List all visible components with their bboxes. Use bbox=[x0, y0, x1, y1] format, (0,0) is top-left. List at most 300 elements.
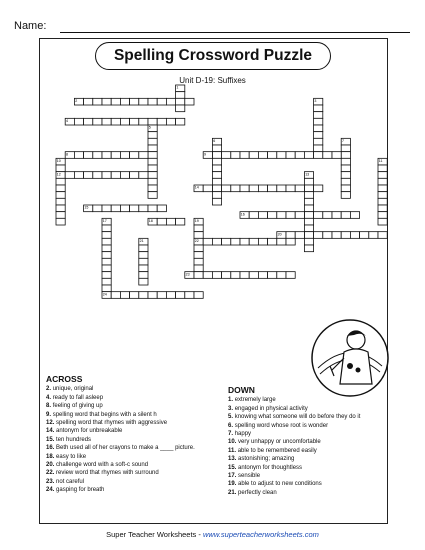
grid-cell[interactable] bbox=[139, 205, 148, 212]
cell-number: 13 bbox=[305, 172, 310, 177]
grid-cell[interactable] bbox=[148, 178, 157, 185]
grid-cell[interactable] bbox=[130, 292, 139, 299]
grid-cell[interactable] bbox=[249, 212, 258, 219]
grid-cell[interactable] bbox=[341, 158, 350, 165]
clue-text: unique, original bbox=[52, 386, 94, 393]
cell-number: 22 bbox=[194, 238, 199, 243]
clue-text: spelling word that begins with a silent h bbox=[52, 411, 157, 418]
grid-cell[interactable] bbox=[176, 92, 185, 99]
grid-cell[interactable] bbox=[157, 118, 166, 125]
across-clue bbox=[46, 453, 236, 461]
grid-cell[interactable] bbox=[341, 185, 350, 192]
grid-cell[interactable] bbox=[102, 265, 111, 272]
clue-number: 17. bbox=[228, 473, 237, 480]
grid-cell[interactable] bbox=[139, 118, 148, 125]
grid-cell[interactable] bbox=[304, 245, 313, 252]
grid-cell[interactable] bbox=[176, 292, 185, 299]
grid-cell[interactable] bbox=[378, 212, 387, 219]
clue-text: extremely large bbox=[234, 397, 276, 404]
grid-cell[interactable] bbox=[258, 152, 267, 159]
grid-cell[interactable] bbox=[341, 232, 350, 239]
grid-cell[interactable] bbox=[194, 258, 203, 265]
grid-cell[interactable] bbox=[332, 232, 341, 239]
unit-subtitle: Unit D-19: Suffixes bbox=[179, 76, 246, 85]
grid-cell[interactable] bbox=[378, 218, 387, 225]
grid-cell[interactable] bbox=[166, 218, 175, 225]
grid-cell[interactable] bbox=[314, 118, 323, 125]
grid-cell[interactable] bbox=[314, 132, 323, 139]
clue-text: not careful bbox=[56, 478, 85, 485]
grid-cell[interactable] bbox=[148, 192, 157, 199]
grid-cell[interactable] bbox=[120, 152, 129, 159]
clue-text: ready to fall asleep bbox=[52, 394, 104, 401]
grid-cell[interactable] bbox=[157, 98, 166, 105]
grid-cell[interactable] bbox=[120, 205, 129, 212]
grid-cell[interactable] bbox=[56, 218, 65, 225]
grid-cell[interactable] bbox=[314, 145, 323, 152]
down-clue bbox=[228, 396, 423, 404]
grid-cell[interactable] bbox=[130, 152, 139, 159]
grid-cell[interactable] bbox=[258, 212, 267, 219]
clue-number: 24. bbox=[46, 487, 55, 494]
grid-cell[interactable] bbox=[304, 178, 313, 185]
cell-number: 4 bbox=[66, 118, 68, 123]
grid-cell[interactable] bbox=[84, 118, 93, 125]
grid-cell[interactable] bbox=[139, 258, 148, 265]
clue-text: antonym for thoughtless bbox=[238, 464, 303, 471]
grid-cell[interactable] bbox=[240, 185, 249, 192]
grid-cell[interactable] bbox=[277, 152, 286, 159]
grid-cell[interactable] bbox=[378, 185, 387, 192]
across-clue bbox=[46, 486, 236, 494]
grid-cell[interactable] bbox=[102, 172, 111, 179]
grid-cell[interactable] bbox=[277, 272, 286, 279]
grid-cell[interactable] bbox=[295, 185, 304, 192]
grid-cell[interactable] bbox=[277, 185, 286, 192]
down-clues bbox=[228, 386, 423, 497]
grid-cell[interactable] bbox=[231, 272, 240, 279]
footer-url[interactable]: www.superteacherworksheets.com bbox=[202, 530, 319, 539]
across-clue bbox=[46, 469, 237, 480]
grid-cell[interactable] bbox=[212, 145, 221, 152]
grid-cell[interactable] bbox=[185, 292, 194, 299]
grid-cell[interactable] bbox=[341, 152, 350, 159]
clue-number: 8. bbox=[46, 403, 52, 410]
grid-cell[interactable] bbox=[212, 165, 221, 172]
clue-text: engaged in physical activity bbox=[234, 405, 308, 412]
grid-cell[interactable] bbox=[212, 185, 221, 192]
grid-cell[interactable] bbox=[120, 292, 129, 299]
grid-cell[interactable] bbox=[341, 165, 350, 172]
grid-cell[interactable] bbox=[378, 205, 387, 212]
grid-cell[interactable] bbox=[314, 138, 323, 145]
grid-cell[interactable] bbox=[286, 238, 295, 245]
grid-cell[interactable] bbox=[378, 165, 387, 172]
grid-cell[interactable] bbox=[130, 205, 139, 212]
clue-text: astonishing; amazing bbox=[238, 456, 295, 463]
down-clue bbox=[228, 422, 423, 430]
grid-cell[interactable] bbox=[212, 198, 221, 205]
grid-cell[interactable] bbox=[148, 292, 157, 299]
grid-cell[interactable] bbox=[295, 232, 304, 239]
grid-cell[interactable] bbox=[111, 152, 120, 159]
down-clue bbox=[228, 438, 423, 446]
grid-cell[interactable] bbox=[130, 98, 139, 105]
grid-cell[interactable] bbox=[56, 185, 65, 192]
clue-text: sensible bbox=[238, 473, 261, 480]
grid-cell[interactable] bbox=[111, 118, 120, 125]
grid-cell[interactable] bbox=[332, 212, 341, 219]
grid-cell[interactable] bbox=[56, 212, 65, 219]
grid-cell[interactable] bbox=[304, 238, 313, 245]
grid-cell[interactable] bbox=[341, 178, 350, 185]
grid-cell[interactable] bbox=[74, 152, 83, 159]
grid-cell[interactable] bbox=[56, 198, 65, 205]
grid-cell[interactable] bbox=[148, 152, 157, 159]
clue-number: 6. bbox=[228, 422, 234, 429]
grid-cell[interactable] bbox=[295, 152, 304, 159]
grid-cell[interactable] bbox=[268, 212, 277, 219]
grid-cell[interactable] bbox=[102, 278, 111, 285]
grid-cell[interactable] bbox=[139, 245, 148, 252]
cell-number: 2 bbox=[75, 98, 78, 103]
grid-cell[interactable] bbox=[194, 225, 203, 232]
grid-cell[interactable] bbox=[231, 185, 240, 192]
grid-cell[interactable] bbox=[139, 172, 148, 179]
grid-cell[interactable] bbox=[350, 232, 359, 239]
grid-cell[interactable] bbox=[258, 272, 267, 279]
grid-cell[interactable] bbox=[212, 158, 221, 165]
grid-cell[interactable] bbox=[120, 98, 129, 105]
grid-cell[interactable] bbox=[314, 125, 323, 132]
grid-cell[interactable] bbox=[341, 212, 350, 219]
grid-cell[interactable] bbox=[185, 98, 194, 105]
cell-number: 5 bbox=[148, 125, 151, 130]
grid-cell[interactable] bbox=[120, 118, 129, 125]
grid-cell[interactable] bbox=[231, 238, 240, 245]
grid-cell[interactable] bbox=[304, 185, 313, 192]
down-clue bbox=[228, 447, 423, 455]
page-title: Spelling Crossword Puzzle bbox=[95, 42, 331, 70]
grid-cell[interactable] bbox=[84, 152, 93, 159]
clue-number: 10. bbox=[228, 439, 237, 446]
grid-cell[interactable] bbox=[102, 225, 111, 232]
grid-cell[interactable] bbox=[139, 252, 148, 259]
grid-cell[interactable] bbox=[102, 232, 111, 239]
grid-cell[interactable] bbox=[314, 112, 323, 119]
clue-text: feeling of giving up bbox=[52, 403, 103, 410]
down-clue bbox=[228, 489, 423, 497]
grid-cell[interactable] bbox=[148, 205, 157, 212]
grid-cell[interactable] bbox=[212, 238, 221, 245]
grid-cell[interactable] bbox=[249, 152, 258, 159]
cell-number: 6 bbox=[213, 138, 216, 143]
grid-cell[interactable] bbox=[378, 178, 387, 185]
grid-cell[interactable] bbox=[314, 232, 323, 239]
grid-cell[interactable] bbox=[295, 212, 304, 219]
grid-cell[interactable] bbox=[304, 225, 313, 232]
grid-cell[interactable] bbox=[93, 98, 102, 105]
grid-cell[interactable] bbox=[314, 212, 323, 219]
grid-cell[interactable] bbox=[240, 152, 249, 159]
grid-cell[interactable] bbox=[304, 198, 313, 205]
grid-cell[interactable] bbox=[84, 172, 93, 179]
grid-cell[interactable] bbox=[93, 118, 102, 125]
grid-cell[interactable] bbox=[350, 212, 359, 219]
name-label: Name: bbox=[14, 20, 47, 32]
cell-number: 8 bbox=[66, 152, 68, 157]
grid-cell[interactable] bbox=[102, 238, 111, 245]
across-clues bbox=[46, 375, 236, 495]
grid-cell[interactable] bbox=[56, 178, 65, 185]
grid-cell[interactable] bbox=[323, 152, 332, 159]
grid-cell[interactable] bbox=[258, 185, 267, 192]
clue-text: spelling word whose root is wonder bbox=[234, 422, 329, 429]
grid-cell[interactable] bbox=[148, 98, 157, 105]
grid-cell[interactable] bbox=[203, 272, 212, 279]
grid-cell[interactable] bbox=[222, 272, 231, 279]
grid-cell[interactable] bbox=[194, 232, 203, 239]
clue-text: knowing what someone will do before they do it bbox=[234, 414, 361, 421]
grid-cell[interactable] bbox=[378, 232, 387, 239]
grid-cell[interactable] bbox=[130, 118, 139, 125]
grid-cell[interactable] bbox=[304, 212, 313, 219]
down-clue bbox=[228, 464, 423, 472]
grid-cell[interactable] bbox=[304, 232, 313, 239]
grid-cell[interactable] bbox=[139, 278, 148, 285]
grid-cell[interactable] bbox=[102, 205, 111, 212]
grid-cell[interactable] bbox=[65, 172, 74, 179]
grid-cell[interactable] bbox=[148, 165, 157, 172]
grid-cell[interactable] bbox=[286, 232, 295, 239]
grid-cell[interactable] bbox=[378, 172, 387, 179]
grid-cell[interactable] bbox=[102, 118, 111, 125]
grid-cell[interactable] bbox=[249, 238, 258, 245]
cell-number: 16 bbox=[240, 212, 245, 217]
grid-cell[interactable] bbox=[176, 105, 185, 112]
grid-cell[interactable] bbox=[102, 252, 111, 259]
down-clue bbox=[228, 455, 423, 463]
cell-number: 20 bbox=[277, 232, 282, 237]
grid-cell[interactable] bbox=[176, 118, 185, 125]
grid-cell[interactable] bbox=[74, 118, 83, 125]
grid-cell[interactable] bbox=[360, 232, 369, 239]
grid-cell[interactable] bbox=[166, 98, 175, 105]
down-clue bbox=[228, 480, 423, 488]
grid-cell[interactable] bbox=[212, 172, 221, 179]
across-clue bbox=[46, 427, 236, 438]
grid-cell[interactable] bbox=[304, 192, 313, 199]
grid-cell[interactable] bbox=[277, 238, 286, 245]
grid-cell[interactable] bbox=[268, 152, 277, 159]
grid-cell[interactable] bbox=[56, 165, 65, 172]
clue-text: able to be remembered easily bbox=[237, 447, 317, 454]
clue-number: 13. bbox=[228, 456, 237, 463]
grid-cell[interactable] bbox=[130, 172, 139, 179]
grid-cell[interactable] bbox=[102, 152, 111, 159]
across-heading: ACROSS bbox=[46, 374, 83, 384]
across-clue bbox=[46, 436, 236, 444]
clue-number: 1. bbox=[228, 397, 234, 404]
grid-cell[interactable] bbox=[369, 232, 378, 239]
grid-cell[interactable] bbox=[157, 205, 166, 212]
across-clue bbox=[46, 461, 236, 469]
grid-cell[interactable] bbox=[378, 192, 387, 199]
grid-cell[interactable] bbox=[84, 98, 93, 105]
grid-cell[interactable] bbox=[268, 238, 277, 245]
grid-cell[interactable] bbox=[194, 292, 203, 299]
grid-cell[interactable] bbox=[341, 192, 350, 199]
clue-number: 12. bbox=[46, 420, 55, 427]
grid-cell[interactable] bbox=[222, 185, 231, 192]
cell-number: 11 bbox=[378, 158, 383, 163]
grid-cell[interactable] bbox=[111, 292, 120, 299]
grid-cell[interactable] bbox=[304, 152, 313, 159]
grid-cell[interactable] bbox=[194, 252, 203, 259]
grid-cell[interactable] bbox=[139, 152, 148, 159]
grid-cell[interactable] bbox=[212, 272, 221, 279]
grid-cell[interactable] bbox=[304, 218, 313, 225]
clue-text: able to adjust to new conditions bbox=[238, 481, 322, 488]
grid-cell[interactable] bbox=[102, 285, 111, 292]
grid-cell[interactable] bbox=[148, 185, 157, 192]
clue-text: challenge word with a soft-c sound bbox=[56, 462, 149, 469]
grid-cell[interactable] bbox=[56, 192, 65, 199]
clue-text: perfectly clean bbox=[238, 489, 277, 496]
grid-cell[interactable] bbox=[102, 258, 111, 265]
grid-cell[interactable] bbox=[111, 205, 120, 212]
grid-cell[interactable] bbox=[157, 218, 166, 225]
clue-text: easy to like bbox=[56, 453, 87, 460]
grid-cell[interactable] bbox=[176, 98, 185, 105]
grid-cell[interactable] bbox=[277, 212, 286, 219]
grid-cell[interactable] bbox=[341, 172, 350, 179]
grid-cell[interactable] bbox=[166, 292, 175, 299]
clue-number: 14. bbox=[46, 428, 55, 435]
grid-cell[interactable] bbox=[93, 172, 102, 179]
across-clue bbox=[46, 394, 236, 402]
grid-cell[interactable] bbox=[314, 105, 323, 112]
grid-cell[interactable] bbox=[323, 212, 332, 219]
grid-cell[interactable] bbox=[231, 152, 240, 159]
grid-cell[interactable] bbox=[148, 118, 157, 125]
down-clue bbox=[228, 472, 423, 480]
grid-cell[interactable] bbox=[148, 132, 157, 139]
grid-cell[interactable] bbox=[139, 98, 148, 105]
cell-number: 18 bbox=[148, 218, 153, 223]
across-clue bbox=[46, 444, 236, 452]
grid-cell[interactable] bbox=[258, 238, 267, 245]
cell-number: 3 bbox=[314, 98, 317, 103]
grid-cell[interactable] bbox=[148, 158, 157, 165]
grid-cell[interactable] bbox=[286, 152, 295, 159]
grid-cell[interactable] bbox=[148, 172, 157, 179]
clue-number: 7. bbox=[228, 431, 234, 438]
grid-cell[interactable] bbox=[286, 185, 295, 192]
down-clue bbox=[228, 430, 423, 438]
down-clue bbox=[228, 413, 423, 421]
footer bbox=[0, 530, 425, 539]
grid-cell[interactable] bbox=[332, 152, 341, 159]
grid-cell[interactable] bbox=[240, 272, 249, 279]
clue-text: review word that rhymes with surround bbox=[56, 470, 159, 477]
grid-cell[interactable] bbox=[148, 145, 157, 152]
grid-cell[interactable] bbox=[139, 292, 148, 299]
grid-cell[interactable] bbox=[56, 205, 65, 212]
grid-cell[interactable] bbox=[203, 185, 212, 192]
grid-cell[interactable] bbox=[314, 152, 323, 159]
grid-cell[interactable] bbox=[203, 238, 212, 245]
clue-text: Beth used all of her crayons to make a ____ picture. bbox=[56, 445, 195, 452]
cell-number: 1 bbox=[176, 85, 179, 90]
grid-cell[interactable] bbox=[212, 178, 221, 185]
grid-cell[interactable] bbox=[176, 218, 185, 225]
clue-text: ten hundreds bbox=[56, 436, 92, 443]
cell-number: 24 bbox=[102, 292, 107, 297]
grid-cell[interactable] bbox=[166, 118, 175, 125]
grid-cell[interactable] bbox=[323, 232, 332, 239]
grid-cell[interactable] bbox=[222, 238, 231, 245]
grid-cell[interactable] bbox=[102, 272, 111, 279]
grid-cell[interactable] bbox=[102, 245, 111, 252]
grid-cell[interactable] bbox=[249, 185, 258, 192]
grid-cell[interactable] bbox=[341, 145, 350, 152]
clue-text: happy bbox=[234, 431, 252, 438]
across-clue bbox=[46, 411, 236, 419]
cell-number: 7 bbox=[342, 138, 344, 143]
grid-cell[interactable] bbox=[212, 192, 221, 199]
clue-text: antonym for unbreakable bbox=[56, 428, 123, 435]
grid-cell[interactable] bbox=[111, 172, 120, 179]
grid-cell[interactable] bbox=[102, 98, 111, 105]
grid-cell[interactable] bbox=[268, 272, 277, 279]
grid-cell[interactable] bbox=[93, 205, 102, 212]
grid-cell[interactable] bbox=[286, 272, 295, 279]
grid-cell[interactable] bbox=[93, 152, 102, 159]
grid-cell[interactable] bbox=[378, 198, 387, 205]
grid-cell[interactable] bbox=[139, 265, 148, 272]
grid-cell[interactable] bbox=[304, 205, 313, 212]
grid-cell[interactable] bbox=[286, 212, 295, 219]
grid-cell[interactable] bbox=[111, 98, 120, 105]
grid-cell[interactable] bbox=[268, 185, 277, 192]
clue-number: 15. bbox=[228, 464, 237, 471]
grid-cell[interactable] bbox=[249, 272, 258, 279]
grid-cell[interactable] bbox=[157, 292, 166, 299]
grid-cell[interactable] bbox=[240, 238, 249, 245]
clue-number: 11. bbox=[228, 447, 237, 454]
grid-cell[interactable] bbox=[212, 152, 221, 159]
cell-number: 9 bbox=[204, 152, 206, 157]
grid-cell[interactable] bbox=[194, 272, 203, 279]
grid-cell[interactable] bbox=[314, 185, 323, 192]
cell-number: 12 bbox=[56, 172, 61, 177]
grid-cell[interactable] bbox=[194, 265, 203, 272]
grid-cell[interactable] bbox=[120, 172, 129, 179]
clue-number: 22. bbox=[46, 470, 55, 477]
grid-cell[interactable] bbox=[222, 152, 231, 159]
grid-cell[interactable] bbox=[74, 172, 83, 179]
grid-cell[interactable] bbox=[194, 245, 203, 252]
grid-cell[interactable] bbox=[139, 272, 148, 279]
down-heading: DOWN bbox=[228, 385, 255, 395]
clue-number: 18. bbox=[46, 453, 55, 460]
clue-text: very unhappy or uncomfortable bbox=[238, 439, 321, 446]
clue-number: 3. bbox=[228, 405, 234, 412]
cell-number: 10 bbox=[56, 158, 61, 163]
across-clue bbox=[46, 478, 236, 486]
grid-cell[interactable] bbox=[148, 138, 157, 145]
